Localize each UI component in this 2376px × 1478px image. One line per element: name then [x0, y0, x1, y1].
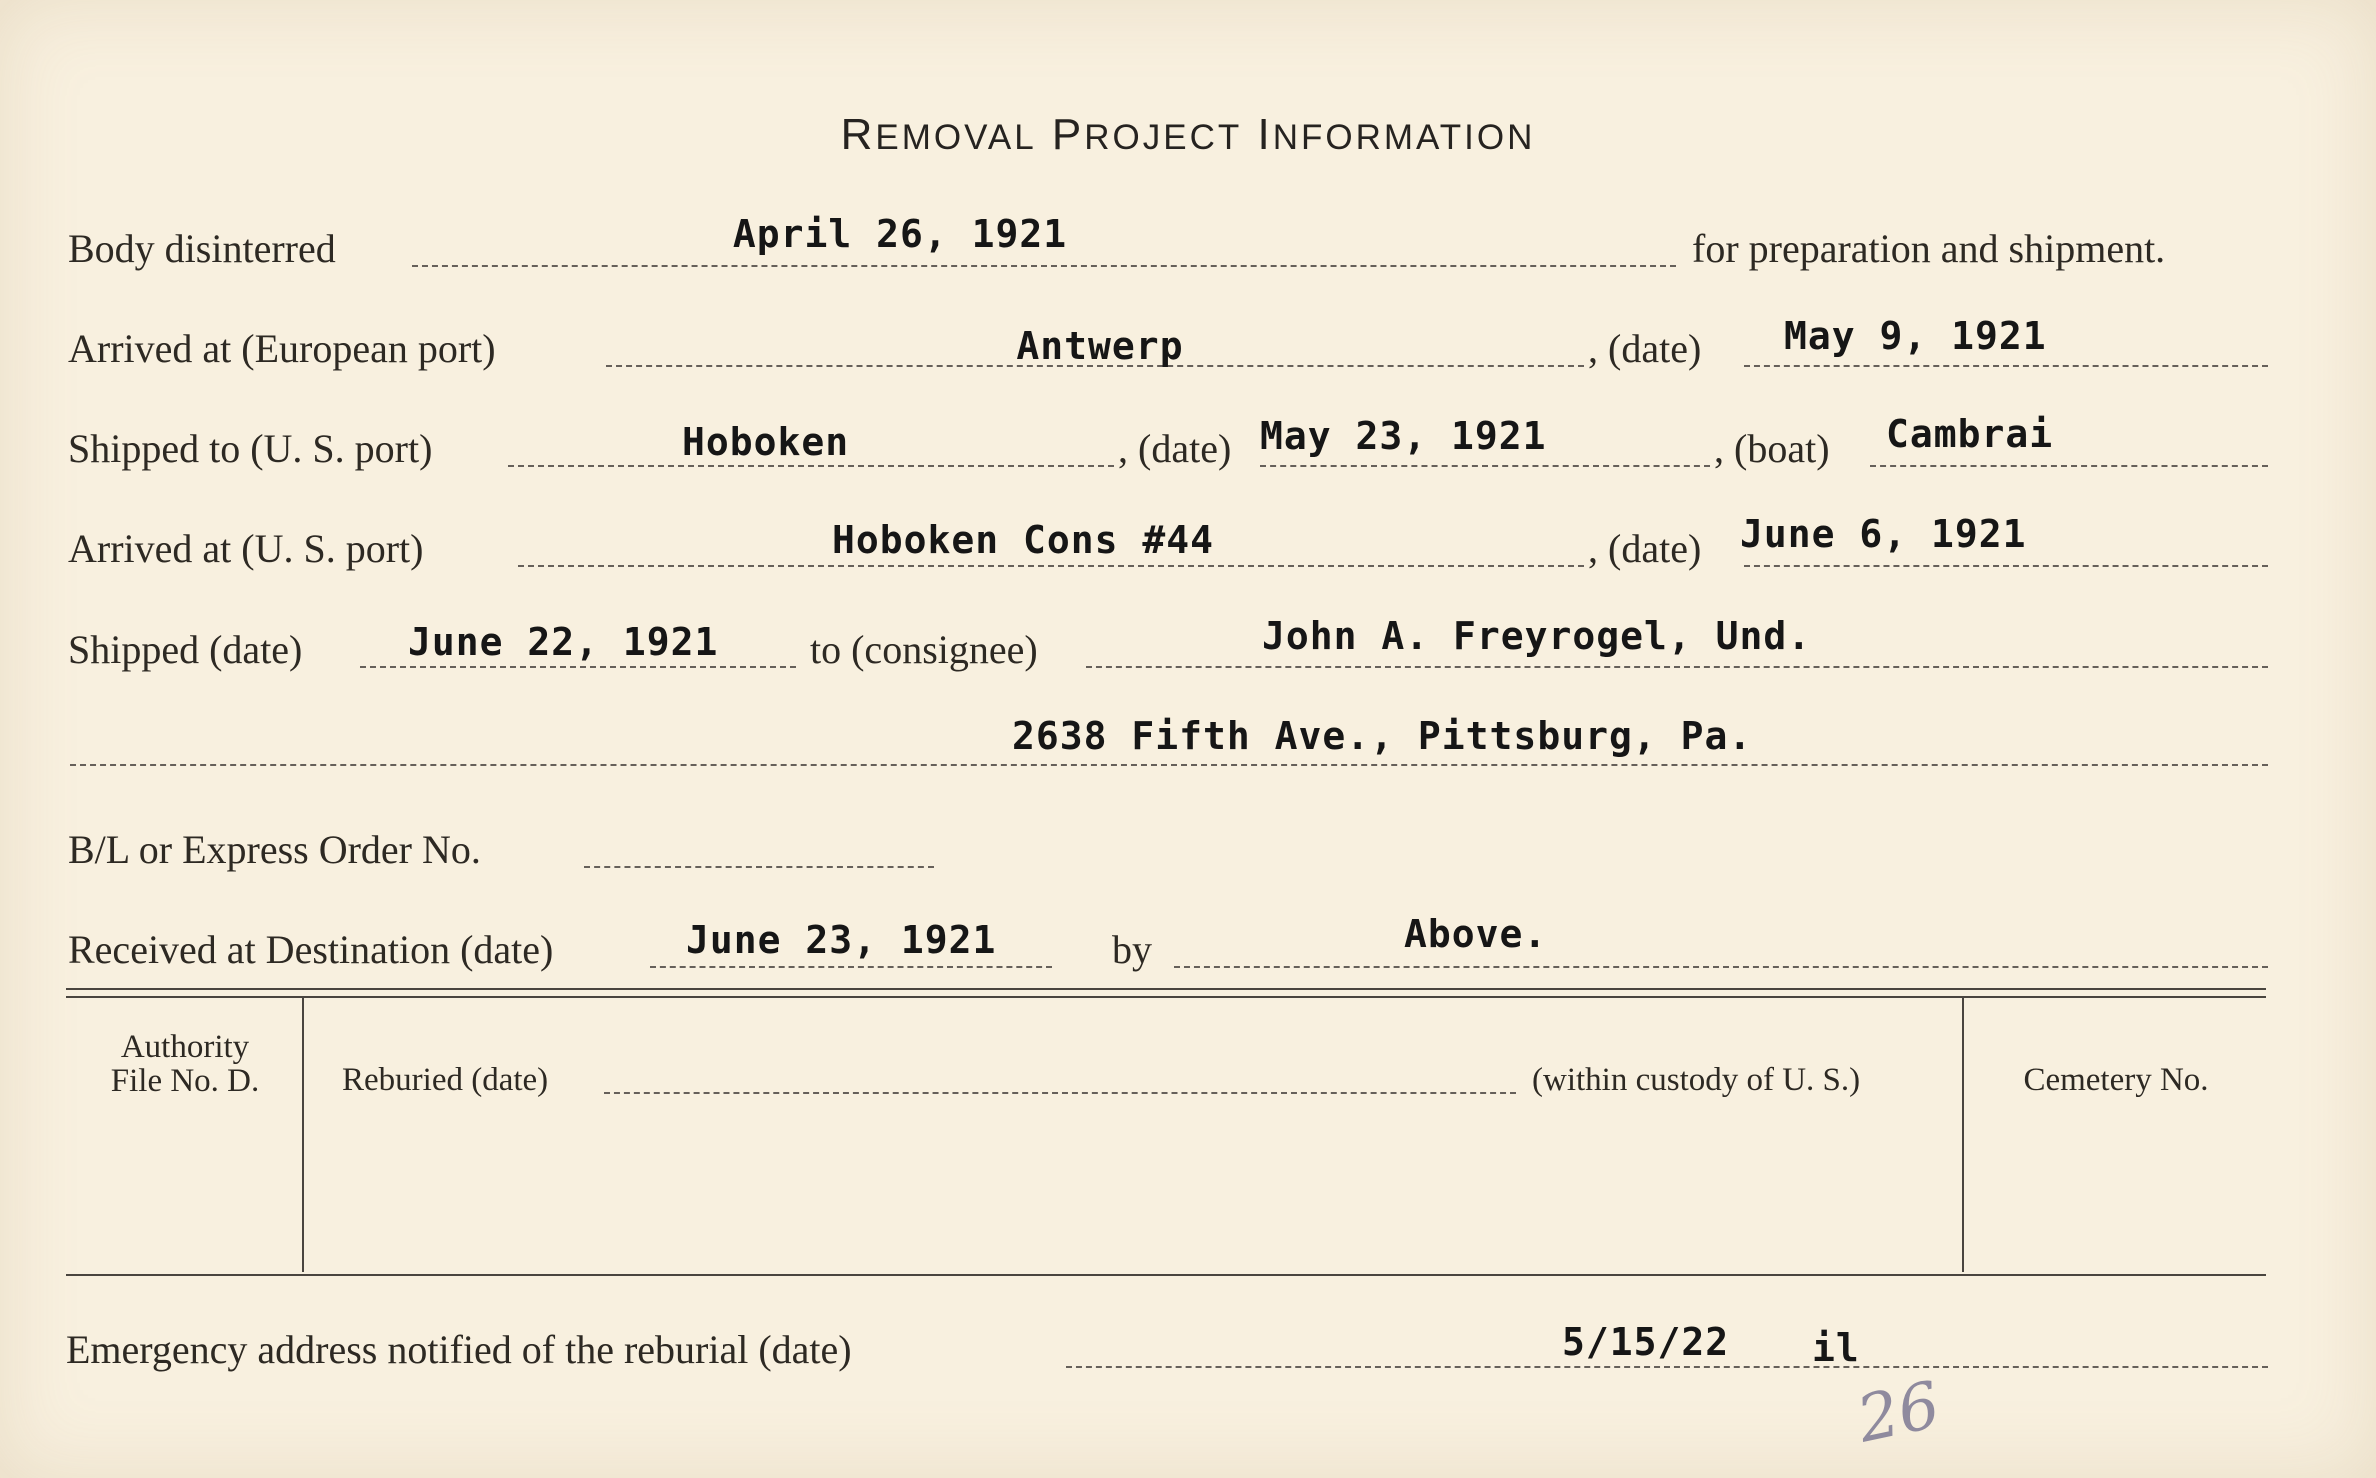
- received-by-line: [1174, 966, 2268, 968]
- body-disinterred-line: [412, 265, 1676, 267]
- arrived-us-port-line: [518, 565, 1584, 567]
- body-disinterred-value: April 26, 1921: [732, 212, 1068, 256]
- box-divider-right: [1962, 998, 1964, 1272]
- arrived-european-date: May 9, 1921: [1784, 314, 2047, 358]
- shipped-date-line: [360, 666, 796, 668]
- received-date: June 23, 1921: [686, 918, 997, 962]
- bl-order-line: [584, 866, 934, 868]
- received-by: Above.: [1404, 912, 1548, 956]
- custody-label: (within custody of U. S.): [1532, 1062, 1861, 1098]
- box-divider-left: [302, 998, 304, 1272]
- cemetery-no-label: Cemetery No.: [2023, 1062, 2209, 1098]
- shipped-us-port-line: [508, 465, 1114, 467]
- box-top-rule-1: [66, 988, 2266, 990]
- shipped-us-boat: Cambrai: [1886, 412, 2054, 456]
- shipped-date: June 22, 1921: [408, 620, 719, 664]
- shipped-us-port: Hoboken: [682, 420, 850, 464]
- page-title: REMOVAL PROJECT INFORMATION: [840, 110, 1536, 159]
- arrived-us-date: June 6, 1921: [1740, 512, 2027, 556]
- consignee-address: 2638 Fifth Ave., Pittsburg, Pa.: [1012, 714, 1753, 758]
- consignee-name: John A. Freyrogel, Und.: [1262, 614, 1812, 658]
- address-line: [70, 764, 2268, 766]
- shipped-us-date-line: [1260, 465, 1710, 467]
- emergency-initials: il: [1812, 1326, 1860, 1370]
- shipped-us-label: Shipped to (U. S. port): [68, 426, 433, 471]
- body-disinterred-label: Body disinterred: [68, 226, 336, 271]
- shipped-date-label: Shipped (date): [68, 627, 303, 672]
- emergency-date: 5/15/22: [1562, 1320, 1730, 1364]
- arrived-european-date-label: , (date): [1588, 326, 1702, 371]
- received-date-line: [650, 966, 1052, 968]
- arrived-us-port: Hoboken Cons #44: [832, 518, 1215, 562]
- consignee-line: [1086, 666, 2268, 668]
- arrived-us-label: Arrived at (U. S. port): [68, 526, 424, 571]
- emergency-label: Emergency address notified of the reburial (date): [66, 1327, 852, 1372]
- shipped-us-boat-label: , (boat): [1714, 426, 1830, 471]
- arrived-us-date-line: [1744, 565, 2268, 567]
- handwritten-mark: 26: [1851, 1368, 1947, 1458]
- reburied-label: Reburied (date): [342, 1062, 549, 1098]
- reburied-line: [604, 1092, 1516, 1094]
- authority-file-label: Authority File No. D.: [110, 1029, 260, 1099]
- received-label: Received at Destination (date): [68, 927, 554, 972]
- arrived-european-port: Antwerp: [1016, 324, 1184, 368]
- shipped-us-date-label: , (date): [1118, 426, 1232, 471]
- consignee-label: to (consignee): [810, 627, 1038, 672]
- arrived-us-date-label: , (date): [1588, 526, 1702, 571]
- arrived-european-date-line: [1744, 365, 2268, 367]
- emergency-line: [1066, 1366, 2268, 1368]
- shipped-us-boat-line: [1870, 465, 2268, 467]
- shipped-us-date: May 23, 1921: [1260, 414, 1547, 458]
- arrived-european-label: Arrived at (European port): [68, 326, 496, 371]
- received-by-label: by: [1112, 927, 1152, 972]
- box-bottom-rule: [66, 1274, 2266, 1276]
- bl-order-label: B/L or Express Order No.: [68, 827, 481, 872]
- body-disinterred-suffix: for preparation and shipment.: [1692, 226, 2166, 271]
- box-top-rule-2: [66, 996, 2266, 998]
